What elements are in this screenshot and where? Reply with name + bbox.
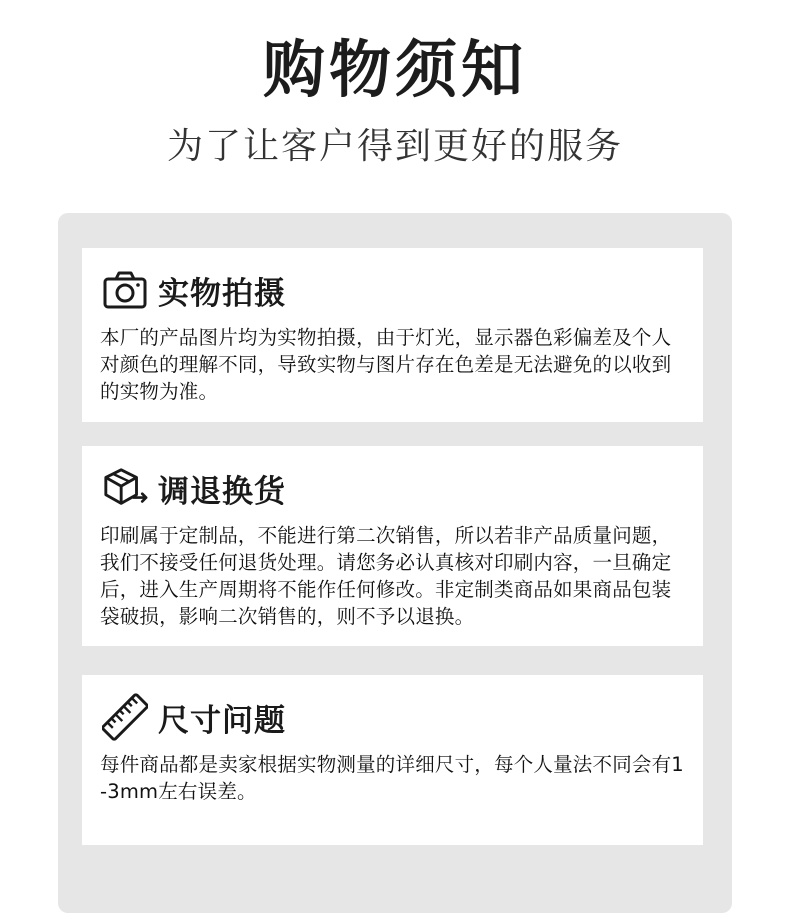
section-header xyxy=(102,464,685,512)
box-return-icon xyxy=(102,465,148,511)
section-heading: 调退换货 xyxy=(158,473,286,510)
section-header xyxy=(102,266,685,314)
section-size xyxy=(82,675,703,845)
section-photo xyxy=(82,248,703,422)
page-subtitle: 为了让客户得到更好的服务 xyxy=(166,126,623,167)
section-body: 本厂的产品图片均为实物拍摄，由于灯光，显示器色彩偏差及个人对颜色的理解不同，导致实物与图片存在色差是无法避免的以收到的实物为准。 xyxy=(100,326,672,403)
section-header xyxy=(102,693,685,741)
section-heading: 尺寸问题 xyxy=(158,702,286,739)
camera-icon xyxy=(102,267,148,313)
section-heading: 实物拍摄 xyxy=(158,275,286,312)
section-body: 每件商品都是卖家根据实物测量的详细尺寸，每个人量法不同会有1-3mm左右误差。 xyxy=(100,753,684,803)
section-returns xyxy=(82,446,703,646)
ruler-icon xyxy=(102,694,148,740)
section-body: 印刷属于定制品，不能进行第二次销售，所以若非产品质量问题，我们不接受任何退货处理。请您务必认真核对印刷内容，一旦确定后，进入生产周期将不能作任何修改。非定制类商品如果商品包装袋破损，影响二次销售的，则不予以退换。 xyxy=(100,524,672,628)
page-title: 购物须知 xyxy=(262,33,527,106)
